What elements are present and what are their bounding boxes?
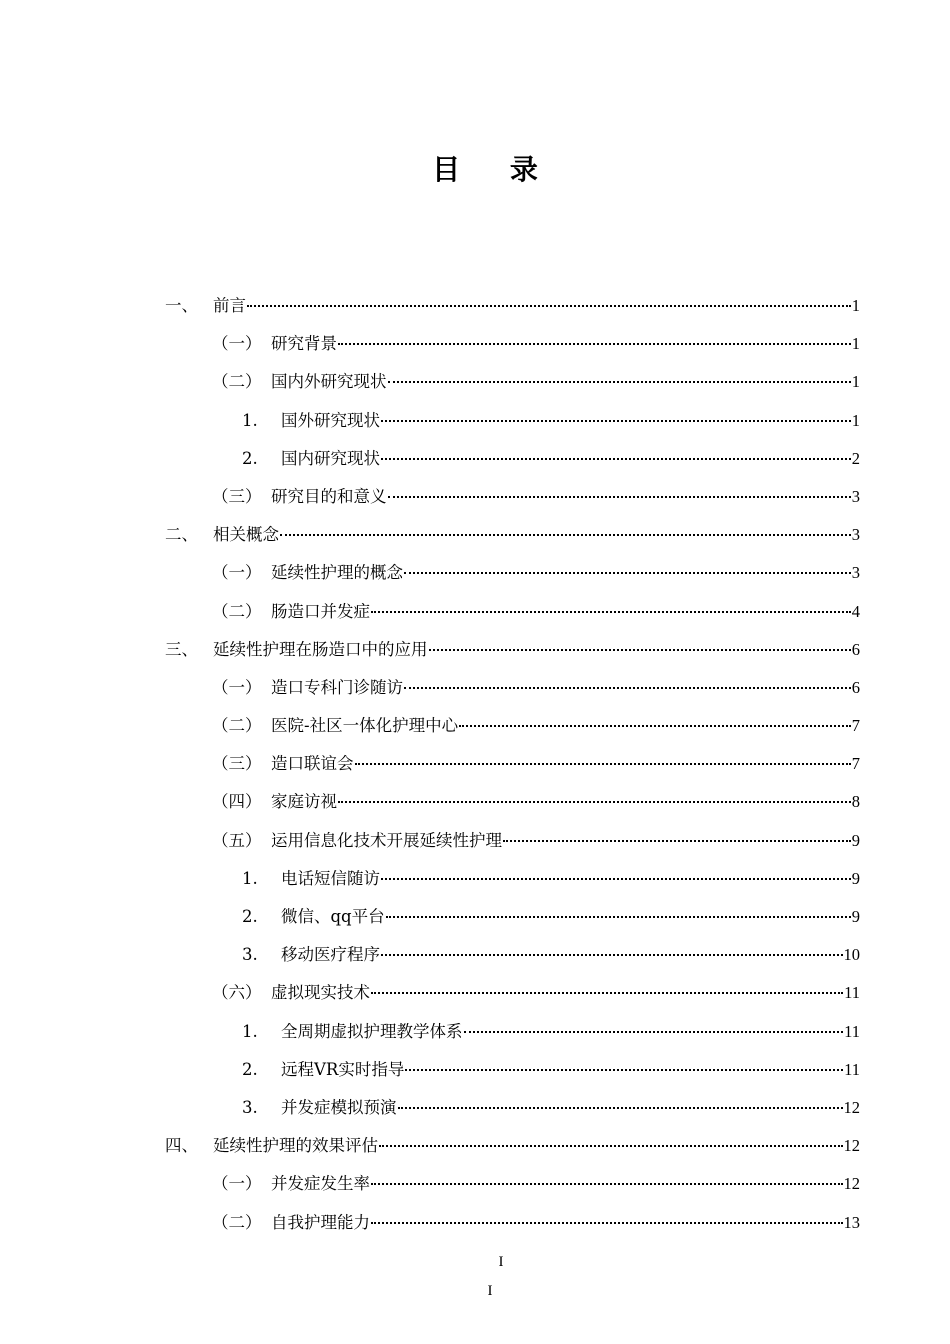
toc-entry-page: 9 — [851, 907, 860, 926]
toc-entry[interactable] — [0, 478, 860, 516]
toc-entry-title: 肠造口并发症 — [271, 601, 370, 621]
toc-entry[interactable] — [0, 1051, 860, 1089]
toc-entry-title: 虚拟现实技术 — [271, 983, 370, 1003]
toc-entry[interactable] — [0, 936, 860, 974]
toc-entry[interactable] — [0, 402, 860, 440]
toc-entry-number: 1. — [242, 1021, 258, 1041]
toc-entry-title: 电话短信随访 — [281, 868, 380, 888]
toc-entry-number: （一） — [212, 334, 262, 354]
dot-leader — [381, 458, 851, 460]
toc-entry-title: 全周期虚拟护理教学体系 — [281, 1021, 463, 1041]
toc-entry[interactable] — [0, 707, 860, 745]
toc-entry-number: （三） — [212, 754, 262, 774]
dot-leader — [386, 916, 851, 918]
toc-entry[interactable] — [0, 516, 860, 554]
toc-entry[interactable] — [0, 554, 860, 592]
toc-entry[interactable] — [0, 325, 860, 363]
toc-entry-number: 1. — [242, 410, 258, 430]
dot-leader — [381, 420, 851, 422]
dot-leader — [371, 992, 843, 994]
toc-entry-page: 11 — [844, 1021, 860, 1041]
toc-entry[interactable] — [0, 860, 860, 898]
toc-entry-page: 7 — [851, 754, 860, 774]
toc-entry[interactable] — [0, 1013, 860, 1051]
toc-entry-title: 延续性护理的概念 — [271, 563, 403, 583]
toc-entry[interactable] — [0, 440, 860, 478]
toc-entry-title: 相关概念 — [213, 525, 279, 545]
toc-entry-number: （一） — [212, 563, 262, 583]
toc-entry-number: 四、 — [165, 1136, 198, 1156]
toc-entry-title: 国内研究现状 — [281, 448, 380, 468]
toc-entry-number: 三、 — [165, 639, 198, 659]
dot-leader — [405, 1069, 843, 1071]
dot-leader — [503, 840, 851, 842]
dot-leader — [464, 1031, 844, 1033]
toc-entry-page: 2 — [851, 448, 860, 468]
toc-entry-page: 13 — [843, 1212, 860, 1232]
toc-entry-page: 1 — [851, 334, 860, 354]
toc-entry-page: 11 — [844, 983, 860, 1003]
toc-entry-number: 3. — [242, 1097, 258, 1117]
toc-entry[interactable] — [0, 898, 860, 936]
toc-entry-page: 9 — [851, 868, 860, 888]
dot-leader — [355, 763, 851, 765]
toc-entry-page: 6 — [851, 677, 860, 697]
toc-entry-number: 二、 — [165, 525, 198, 545]
toc-entry-number: 3. — [242, 945, 258, 965]
toc-entry[interactable] — [0, 287, 860, 325]
toc-entry-page: 10 — [843, 945, 860, 965]
dot-leader — [280, 534, 851, 536]
toc-entry-page: 12 — [843, 1136, 860, 1156]
dot-leader — [429, 649, 851, 651]
toc-entry-title: 移动医疗程序 — [281, 945, 380, 965]
toc-entry[interactable] — [0, 1089, 860, 1127]
toc-entry[interactable] — [0, 822, 860, 860]
toc-entry-title: 研究背景 — [271, 334, 337, 354]
toc-entry-number: （一） — [212, 1174, 262, 1194]
toc-entry-number: （四） — [212, 792, 262, 812]
toc-entry-title: 家庭访视 — [271, 792, 337, 812]
toc-entry-title: 运用信息化技术开展延续性护理 — [271, 830, 502, 850]
table-of-contents — [0, 287, 950, 1242]
footer-page-number-secondary: I — [487, 1283, 493, 1299]
toc-entry-page: 11 — [844, 1059, 860, 1079]
dot-leader — [459, 725, 851, 727]
toc-entry-number: 2. — [242, 1059, 258, 1079]
toc-entry-title: 延续性护理在肠造口中的应用 — [213, 639, 428, 659]
toc-entry-page: 3 — [851, 563, 860, 583]
toc-entry-page: 8 — [851, 792, 860, 812]
toc-entry-page: 1 — [851, 296, 860, 315]
toc-entry-page: 1 — [851, 372, 860, 392]
toc-entry-number: （二） — [212, 601, 262, 621]
toc-entry-number: （二） — [212, 716, 262, 736]
toc-entry-page: 7 — [851, 716, 860, 736]
toc-entry-title: 并发症模拟预演 — [281, 1097, 397, 1117]
toc-entry-number: 2. — [242, 448, 258, 468]
toc-entry-title: 造口专科门诊随访 — [271, 677, 403, 697]
toc-entry-number: （六） — [212, 983, 262, 1003]
toc-entry-page: 6 — [851, 639, 860, 659]
dot-leader — [381, 954, 843, 956]
toc-entry-number: 1. — [242, 868, 258, 888]
toc-entry[interactable] — [0, 745, 860, 783]
page-title: 目 录 — [432, 153, 558, 186]
toc-entry-number: （二） — [212, 372, 262, 392]
toc-entry-page: 1 — [851, 410, 860, 430]
dot-leader — [338, 343, 851, 345]
toc-entry[interactable] — [0, 783, 860, 821]
toc-entry-title: 远程VR实时指导 — [281, 1059, 405, 1079]
toc-entry-title: 前言 — [213, 296, 246, 315]
toc-entry-number: （五） — [212, 830, 262, 850]
toc-entry-number: （一） — [212, 677, 262, 697]
toc-entry-title: 造口联谊会 — [271, 754, 354, 774]
toc-entry-number: （二） — [212, 1212, 262, 1232]
toc-entry-title: 国外研究现状 — [281, 410, 380, 430]
toc-entry-title: 并发症发生率 — [271, 1174, 370, 1194]
toc-entry-page: 3 — [851, 486, 860, 506]
toc-entry[interactable] — [0, 593, 860, 631]
toc-entry-title: 自我护理能力 — [271, 1212, 370, 1232]
toc-entry-page: 12 — [843, 1174, 860, 1194]
toc-entry-page: 9 — [851, 830, 860, 850]
toc-entry-number: （三） — [212, 486, 262, 506]
dot-leader — [404, 687, 851, 689]
toc-entry[interactable] — [0, 669, 860, 707]
toc-entry[interactable] — [0, 1204, 860, 1242]
dot-leader — [388, 381, 851, 383]
toc-entry[interactable] — [0, 631, 860, 669]
dot-leader — [371, 611, 851, 613]
dot-leader — [381, 878, 851, 880]
toc-entry-page: 12 — [843, 1097, 860, 1117]
toc-entry-page: 3 — [851, 525, 860, 545]
footer-page-number: I — [498, 1254, 504, 1270]
toc-entry[interactable] — [0, 1165, 860, 1203]
toc-entry[interactable] — [0, 1127, 860, 1165]
dot-leader — [404, 572, 851, 574]
toc-entry-title: 微信、qq平台 — [281, 907, 385, 926]
dot-leader — [371, 1222, 843, 1224]
toc-entry-title: 医院-社区一体化护理中心 — [271, 716, 459, 736]
toc-entry[interactable] — [0, 363, 860, 401]
toc-entry-number: 2. — [242, 907, 258, 926]
toc-entry-number: 一、 — [165, 296, 198, 315]
toc-entry[interactable] — [0, 974, 860, 1012]
dot-leader — [371, 1183, 843, 1185]
dot-leader — [398, 1107, 843, 1109]
toc-entry-title: 研究目的和意义 — [271, 486, 387, 506]
toc-entry-page: 4 — [851, 601, 860, 621]
toc-entry-title: 国内外研究现状 — [271, 372, 387, 392]
dot-leader — [247, 305, 851, 307]
dot-leader — [338, 801, 851, 803]
dot-leader — [388, 496, 851, 498]
dot-leader — [379, 1145, 843, 1147]
toc-entry-title: 延续性护理的效果评估 — [213, 1136, 378, 1156]
